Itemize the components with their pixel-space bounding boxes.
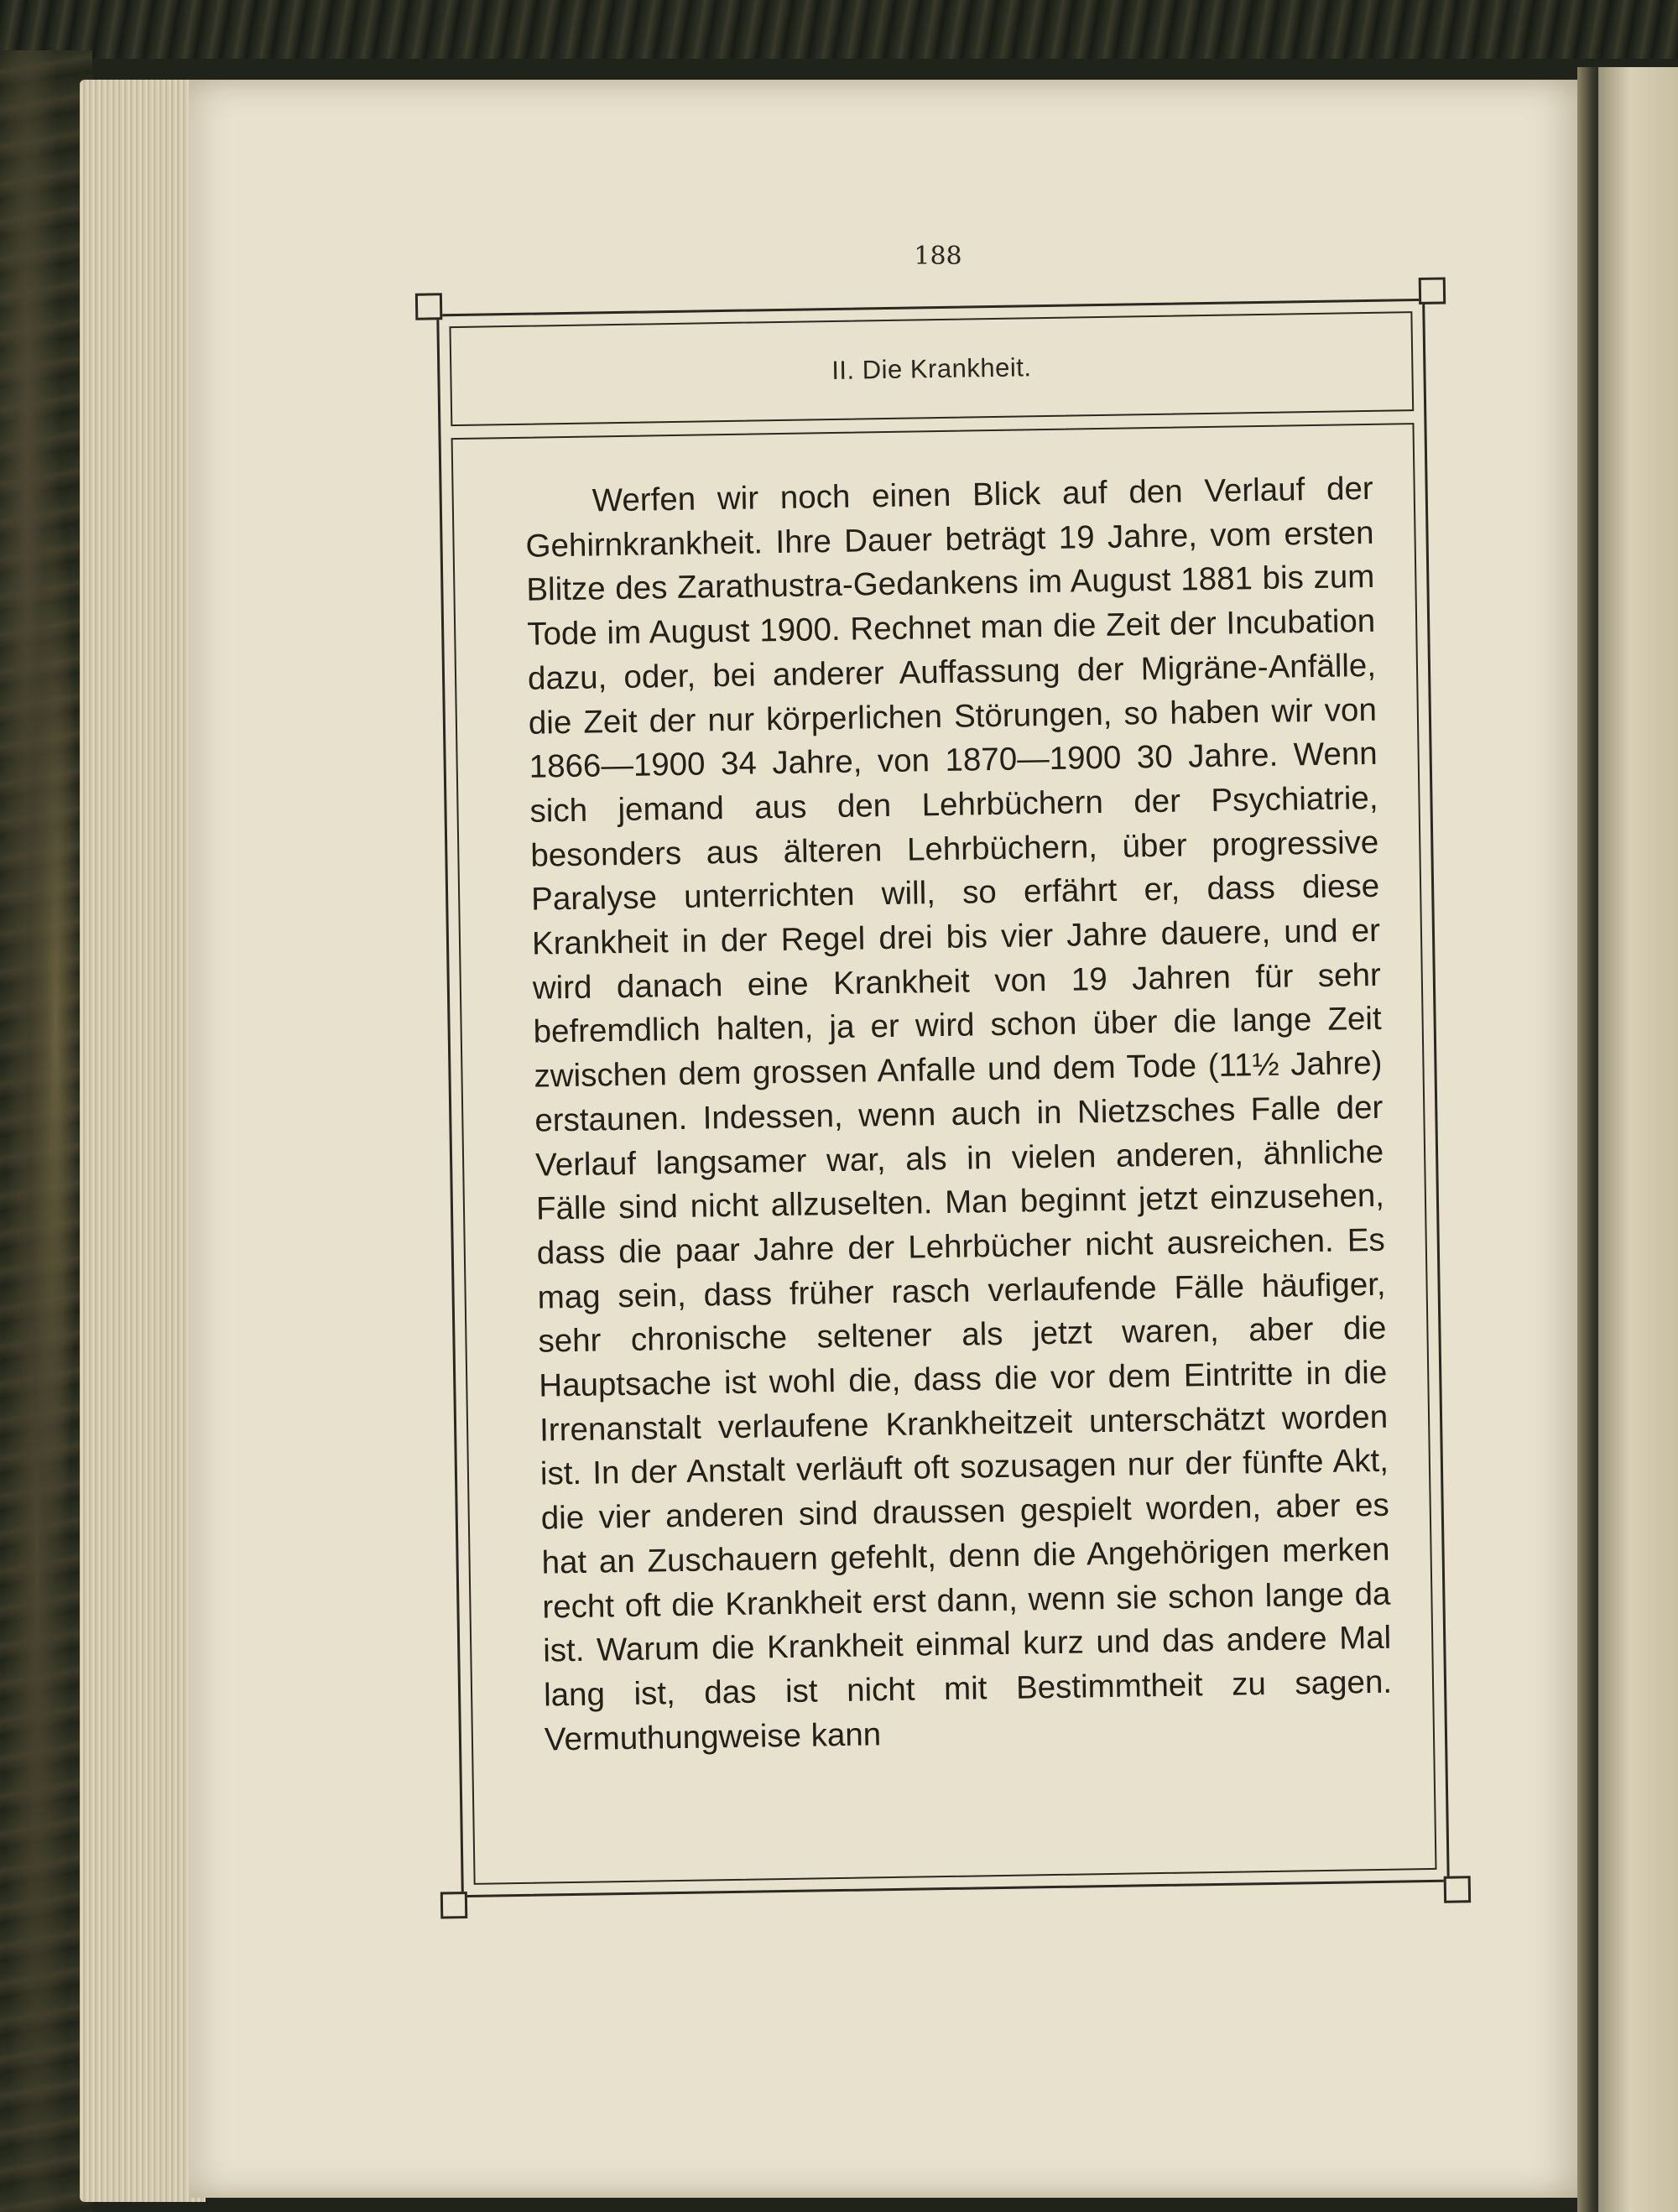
ornamental-frame [436, 299, 1450, 1897]
book-cover-top [0, 0, 1678, 59]
frame-corner-square [415, 293, 442, 320]
frame-corner-square [1419, 277, 1446, 304]
marbled-cover-edge [0, 50, 92, 2212]
chapter-heading: II. Die Krankheit. [831, 351, 1032, 385]
facing-page-edge [1598, 67, 1678, 2212]
frame-corner-square [1444, 1876, 1471, 1902]
page-number: 188 [914, 242, 962, 271]
frame-corner-square [440, 1892, 467, 1918]
body-text: Werfen wir noch einen Blick auf den Verlauf der Gehirnkrankheit. Ihre Dauer beträgt 19 Jahre, vom ersten Blitze des Zarathustra-Gedankens im August 1881 bis zum Tode im August 1900. Rechnet man die Zeit der Incubation dazu, oder, bei anderer Auffassung der Migräne-Anfälle, die Zeit der nur körperlichen Störungen, so haben wir von 1866—1900 34 Jahre, von 1870—1900 30 Jahre. Wenn sich jemand aus den Lehrbüchern der Psychiatrie, besonders aus älteren Lehrbüchern, über progressive Paralyse unterrichten will, so erfährt er, dass diese Krankheit in der Regel drei bis vier Jahre dauere, und er wird danach eine Krankheit von 19 Jahren für sehr befremdlich halten, ja er wird schon über die lange Zeit zwischen dem grossen Anfalle und dem Tode (11½ Jahre) erstaunen. Indessen, wenn auch in Nietzsches Falle der Verlauf langsamer war, als in vielen anderen, ähnliche Fälle sind nicht allzuselten. Man beginnt jetzt einzusehen, dass die paar Jahre der Lehrbücher nicht ausreichen. Es mag sein, dass früher rasch verlaufende Fälle häufiger, sehr chronische seltener als jetzt waren, aber die Hauptsache ist wohl die, dass die vor dem Eintritte in die Irrenanstalt verlaufene Krankheitzeit unterschätzt worden ist. In der Anstalt verläuft oft sozusagen nur der fünfte Akt, die vier anderen sind draussen gespielt worden, aber es hat an Zuschauern gefehlt, denn die Angehörigen merken recht oft die Krankheit erst dann, wenn sie schon lange da ist. Warum die Krankheit einmal kurz und das andere Mal lang ist, das ist nicht mit Bestimmtheit zu sagen. Vermuthungweise kann [525, 470, 1393, 1758]
heading-box [449, 311, 1414, 426]
page-edges [80, 80, 206, 2202]
text-box [451, 423, 1437, 1885]
